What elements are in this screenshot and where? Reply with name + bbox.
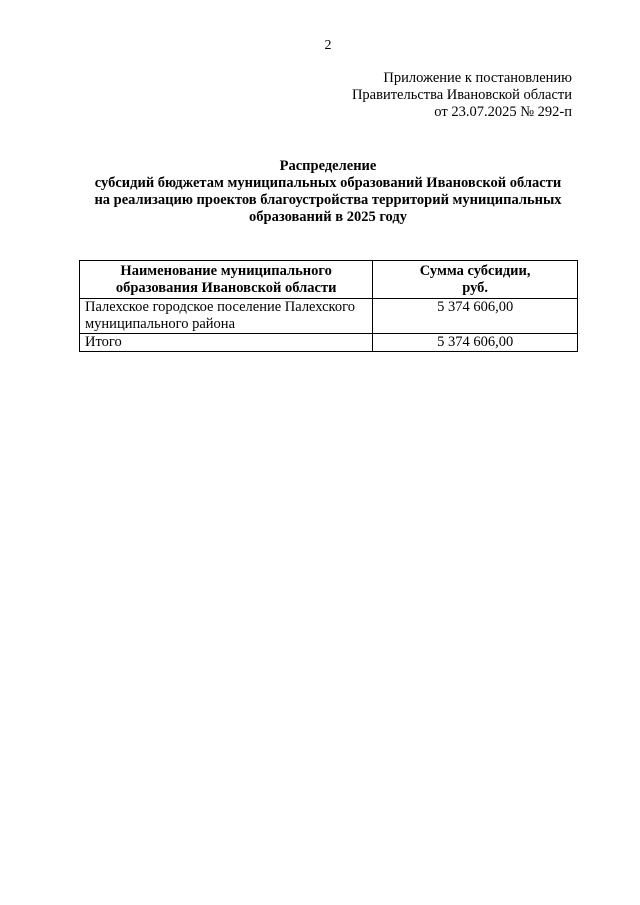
row-name-line-2: муниципального района (85, 316, 235, 332)
total-label: Итого (80, 334, 373, 352)
page-number: 2 (324, 38, 332, 53)
row-municipality-name (80, 299, 373, 334)
table-total-row (80, 334, 578, 352)
appendix-line-1: Приложение к постановлению (383, 70, 572, 86)
header-name-line-1: Наименование муниципального (120, 263, 332, 279)
heading-line-2: субсидий бюджетам муниципальных образований Ивановской области (94, 175, 562, 191)
document-heading (70, 158, 586, 226)
header-municipality-name (80, 261, 373, 299)
header-sum-line-1: Сумма субсидии, (419, 263, 531, 279)
heading-line-3: на реализацию проектов благоустройства территорий муниципальных (94, 192, 562, 208)
appendix-line-3: от 23.07.2025 № 292-п (434, 104, 572, 120)
table-header-row (80, 261, 578, 299)
appendix-reference (352, 70, 572, 121)
total-sum: 5 374 606,00 (373, 334, 578, 352)
header-subsidy-sum (373, 261, 578, 299)
subsidy-table (79, 260, 578, 352)
appendix-line-2: Правительства Ивановской области (351, 87, 572, 103)
header-name-line-2: образования Ивановской области (115, 280, 337, 296)
row-subsidy-sum: 5 374 606,00 (373, 299, 578, 334)
header-sum-line-2: руб. (462, 280, 489, 296)
heading-line-1: Распределение (279, 158, 377, 174)
row-name-line-1: Палехское городское поселение Палехского (85, 299, 355, 315)
heading-line-4: образований в 2025 году (249, 209, 407, 225)
table-row (80, 299, 578, 334)
